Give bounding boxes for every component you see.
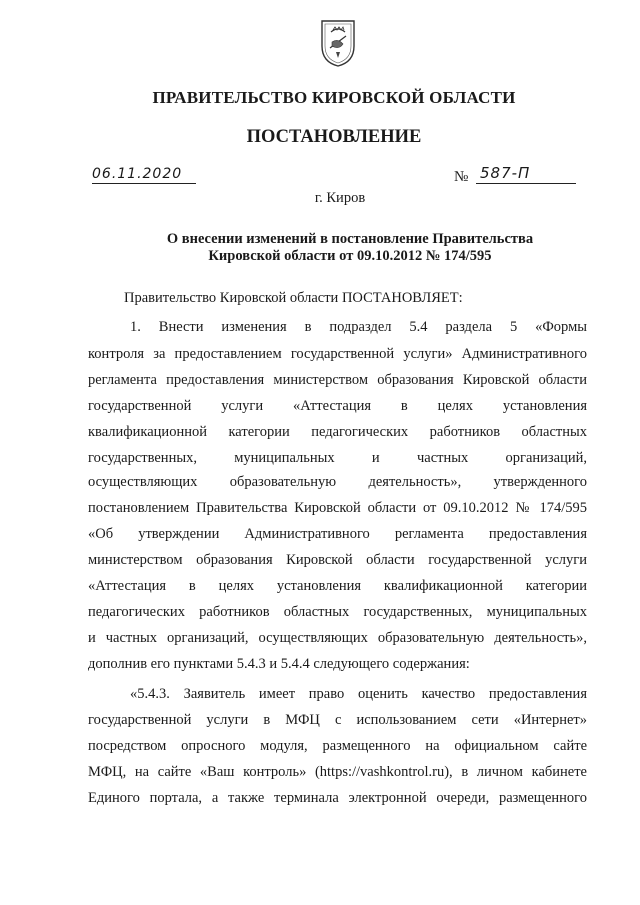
city: г. Киров xyxy=(314,190,366,206)
body-line: дополнив его пунктами 5.4.3 и 5.4.4 следующего содержания: xyxy=(88,656,470,672)
body-line: квалификационной категории педагогических работников областных xyxy=(88,424,587,440)
body-line: МФЦ, на сайте «Ваш контроль» (https://vashkontrol.ru), в личном кабинете xyxy=(88,764,587,780)
document-subject xyxy=(100,231,600,265)
body-line: государственной услуги «Аттестация в целях установления xyxy=(88,398,587,414)
government-title: ПРАВИТЕЛЬСТВО КИРОВСКОЙ ОБЛАСТИ xyxy=(152,88,516,107)
body-line: осуществляющих образовательную деятельность», утвержденного xyxy=(88,474,587,490)
kirov-coat-of-arms-icon xyxy=(319,18,357,68)
body-line: Единого портала, а также терминала электронной очереди, размещенного xyxy=(88,790,587,806)
body-line: 1. Внести изменения в подраздел 5.4 раздела 5 «Формы xyxy=(130,319,587,335)
body-line: министерством образования Кировской области государственной услуги xyxy=(88,552,587,568)
body-line: «Об утверждении Административного регламента предоставления xyxy=(88,526,587,542)
body-line: государственных, муниципальных и частных организаций, xyxy=(88,450,587,466)
body-line: Правительство Кировской области ПОСТАНОВЛЯЕТ: xyxy=(124,290,463,306)
subject-line: Кировской области от 09.10.2012 № 174/595 xyxy=(208,248,492,264)
body-line: контроля за предоставлением государственной услуги» Административного xyxy=(88,346,587,362)
body-line: «Аттестация в целях установления квалификационной категории xyxy=(88,578,587,594)
body-line: государственной услуги в МФЦ с использованием сети «Интернет» xyxy=(88,712,587,728)
body-line: «5.4.3. Заявитель имеет право оценить качество предоставления xyxy=(130,686,587,702)
number-label: № xyxy=(454,169,469,185)
document-type: ПОСТАНОВЛЕНИЕ xyxy=(246,127,422,147)
body-line: посредством опросного модуля, размещенного на официальном сайте xyxy=(88,738,587,754)
document-number: 587-П xyxy=(476,164,576,184)
document-date: 06.11.2020 xyxy=(92,166,196,184)
body-line: постановлением Правительства Кировской области от 09.10.2012 № 174/595 xyxy=(88,500,587,516)
body-line: педагогических работников областных государственных, муниципальных xyxy=(88,604,587,620)
body-line: регламента предоставления министерством образования Кировской области xyxy=(88,372,587,388)
subject-line: О внесении изменений в постановление Правительства xyxy=(166,231,534,247)
body-line: и частных организаций, осуществляющих образовательную деятельность», xyxy=(88,630,587,646)
